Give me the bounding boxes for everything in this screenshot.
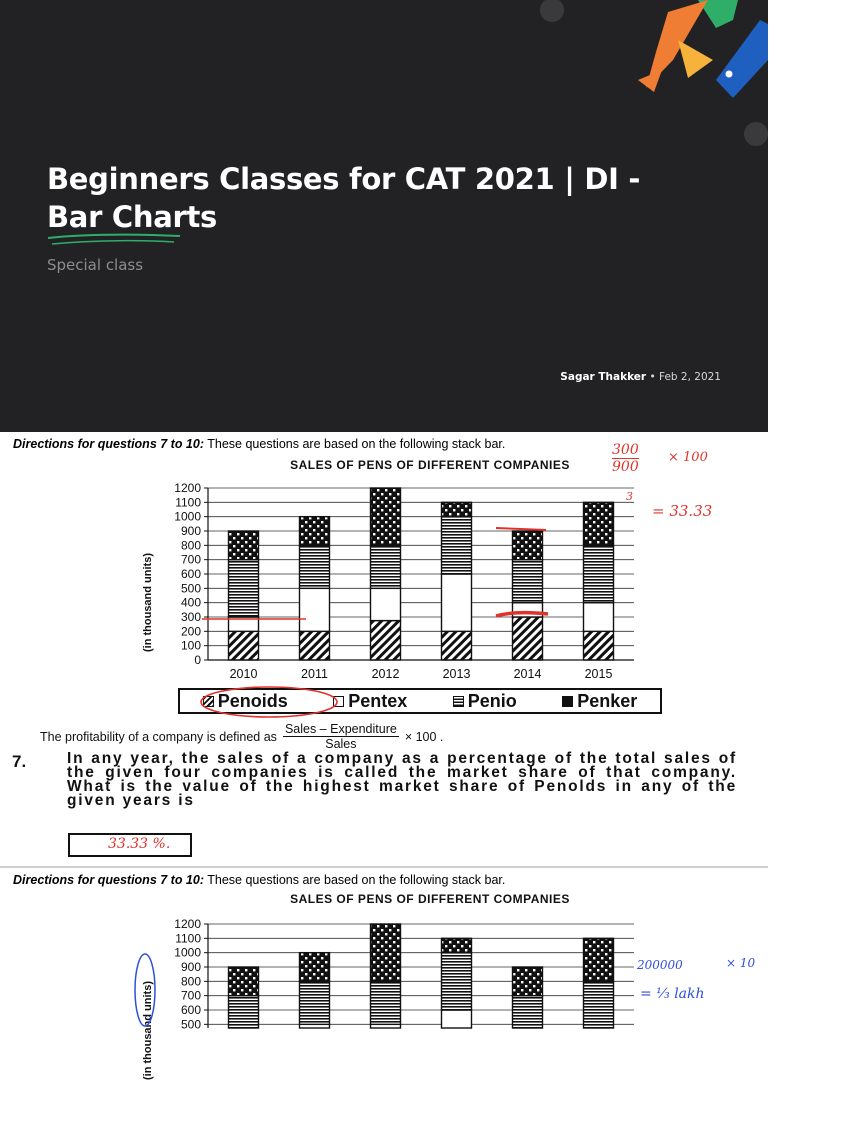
- bar-segment-penker-2012: [371, 488, 401, 545]
- slide-subtitle: Special class: [47, 256, 144, 274]
- bar-segment-pentex-2011: [300, 588, 330, 631]
- bar-segment-penker-2010: [229, 531, 259, 560]
- y-tick-label: 1000: [174, 509, 201, 524]
- stacked-bar-chart: [0, 432, 768, 692]
- y-axis-label: (in thousand units): [142, 553, 154, 652]
- y-tick-label: 800: [180, 538, 201, 553]
- y-tick-label: 500: [180, 581, 201, 596]
- y-tick-label: 600: [180, 567, 201, 581]
- bar-segment-penker-2013: [442, 502, 472, 516]
- handwritten-result: = ⅓ lakh: [640, 986, 705, 1002]
- legend-item-penio: [453, 691, 517, 712]
- checker-swatch-icon: [562, 696, 573, 707]
- formula-denominator: Sales: [325, 737, 357, 751]
- handwritten-times: × 10: [726, 956, 756, 970]
- legend-item-penker: [562, 691, 637, 712]
- legend-label: Penoids: [217, 690, 288, 711]
- scanned-question-page-repeat: [0, 866, 768, 1080]
- y-tick-label: 700: [180, 552, 201, 567]
- bar-segment-penker-2010: [229, 967, 259, 996]
- bar-segment-pentex-2015: [584, 603, 614, 632]
- legend-label: Penio: [467, 690, 517, 711]
- bar-segment-penoids-2012: [371, 621, 401, 660]
- handwritten-value: 200000: [637, 958, 683, 972]
- bar-segment-pentex-2013: [442, 1010, 472, 1028]
- y-axis-label: (in thousand units): [142, 981, 154, 1080]
- bar-segment-penker-2015: [584, 938, 614, 981]
- y-tick-label: 1200: [174, 917, 201, 931]
- legend-label: Penker: [577, 690, 638, 711]
- bar-segment-penoids-2010: [229, 631, 259, 660]
- bar-segment-penker-2015: [584, 502, 614, 545]
- bar-segment-penoids-2015: [584, 631, 614, 660]
- question-number: 7.: [12, 752, 27, 771]
- date: Feb 2, 2021: [658, 371, 721, 383]
- y-tick-label: 800: [180, 974, 201, 989]
- directions-lead: Directions for questions 7 to 10:: [13, 437, 205, 451]
- formula-prefix: The profitability of a company is defined as: [40, 729, 277, 744]
- bar-segment-penker-2013: [442, 938, 472, 952]
- y-tick-label: 1000: [174, 945, 201, 960]
- answer-value: 33.33 %.: [108, 836, 171, 852]
- directions-rest: These questions are based on the following stack bar.: [207, 873, 506, 887]
- bar-segment-penio-2012: [371, 545, 401, 588]
- y-tick-label: 0: [194, 653, 201, 667]
- x-tick-label: 2013: [442, 667, 471, 681]
- directions-lead: Directions for questions 7 to 10:: [13, 873, 205, 887]
- blue-pen: [716, 20, 768, 98]
- answer-box[interactable]: [68, 833, 192, 857]
- bar-segment-penio-2013: [442, 953, 472, 1010]
- bar-segment-penker-2012: [371, 924, 401, 981]
- underline-scribble: [44, 230, 184, 250]
- bar-segment-penio-2013: [442, 517, 472, 574]
- question-text: In any year, the sales of a company as a percentage of the total sales of the given four companies is called the market share of that company. What is the value of the highest market share of Penolds in any of the given years is: [67, 750, 737, 809]
- bar-segment-penker-2011: [300, 953, 330, 982]
- blue-circle-annotation: [130, 950, 160, 1030]
- scanned-question-page: [0, 432, 768, 864]
- bar-segment-penio-2011: [300, 545, 330, 588]
- striped-swatch-icon: [453, 696, 464, 707]
- bar-segment-penio-2010: [229, 996, 259, 1028]
- bar-segment-penoids-2013: [442, 631, 472, 660]
- y-tick-label: 100: [180, 638, 201, 653]
- slide-title: Beginners Classes for CAT 2021 | DI - Bar Charts: [47, 162, 641, 234]
- formula-fraction: [283, 722, 399, 751]
- x-tick-label: 2010: [229, 667, 258, 681]
- y-tick-label: 600: [180, 1003, 201, 1017]
- formula-numerator: Sales – Expenditure: [284, 722, 397, 736]
- profitability-formula: [40, 722, 443, 751]
- handwritten-times: × 100: [668, 450, 708, 465]
- bar-segment-penio-2015: [584, 981, 614, 1028]
- y-tick-label: 1100: [175, 931, 201, 946]
- bar-segment-penoids-2011: [300, 631, 330, 660]
- x-tick-label: 2015: [584, 667, 613, 681]
- stationery-illustration: [528, 0, 768, 150]
- y-tick-label: 500: [180, 1017, 201, 1032]
- bar-segment-pentex-2013: [442, 574, 472, 631]
- handwritten-line: [200, 614, 310, 624]
- handwritten-note: 3: [626, 490, 633, 503]
- separator: •: [649, 371, 656, 383]
- x-tick-label: 2014: [513, 667, 542, 681]
- chart-title: SALES OF PENS OF DIFFERENT COMPANIES: [290, 458, 570, 472]
- chart-title: SALES OF PENS OF DIFFERENT COMPANIES: [290, 892, 570, 906]
- bar-segment-penker-2014: [513, 967, 543, 996]
- author-date: [560, 371, 721, 383]
- y-tick-label: 300: [180, 610, 201, 624]
- legend-label: Pentex: [348, 690, 408, 711]
- y-tick-label: 900: [180, 524, 201, 538]
- y-tick-label: 400: [180, 595, 201, 610]
- bar-segment-penio-2011: [300, 981, 330, 1024]
- legend-item-pentex: [333, 691, 407, 712]
- fraction-top: 300: [612, 442, 639, 458]
- y-tick-label: 200: [180, 624, 201, 639]
- fraction-bottom: 900: [612, 459, 639, 475]
- y-tick-label: 700: [180, 988, 201, 1003]
- bar-segment-penio-2014: [513, 996, 543, 1028]
- handwritten-result: = 33.33: [652, 502, 713, 520]
- x-tick-label: 2011: [301, 667, 328, 681]
- bar-segment-pentex-2012: [371, 588, 401, 620]
- formula-suffix: × 100 .: [404, 729, 444, 744]
- bar-segment-penker-2011: [300, 517, 330, 546]
- directions-rest: These questions are based on the following stack bar.: [207, 437, 506, 451]
- handwritten-fraction: [612, 442, 639, 475]
- y-tick-label: 900: [180, 960, 201, 974]
- y-tick-label: 1200: [174, 481, 201, 495]
- bar-segment-penio-2012: [371, 981, 401, 1024]
- title-slide: [0, 0, 768, 432]
- red-circle-annotation: [198, 684, 344, 720]
- bar-segment-penio-2015: [584, 545, 614, 602]
- author-name: Sagar Thakker: [560, 371, 647, 383]
- y-tick-label: 1100: [175, 495, 201, 510]
- x-tick-label: 2012: [371, 667, 400, 681]
- bar-segment-penio-2010: [229, 560, 259, 617]
- handwritten-marks: [490, 520, 550, 630]
